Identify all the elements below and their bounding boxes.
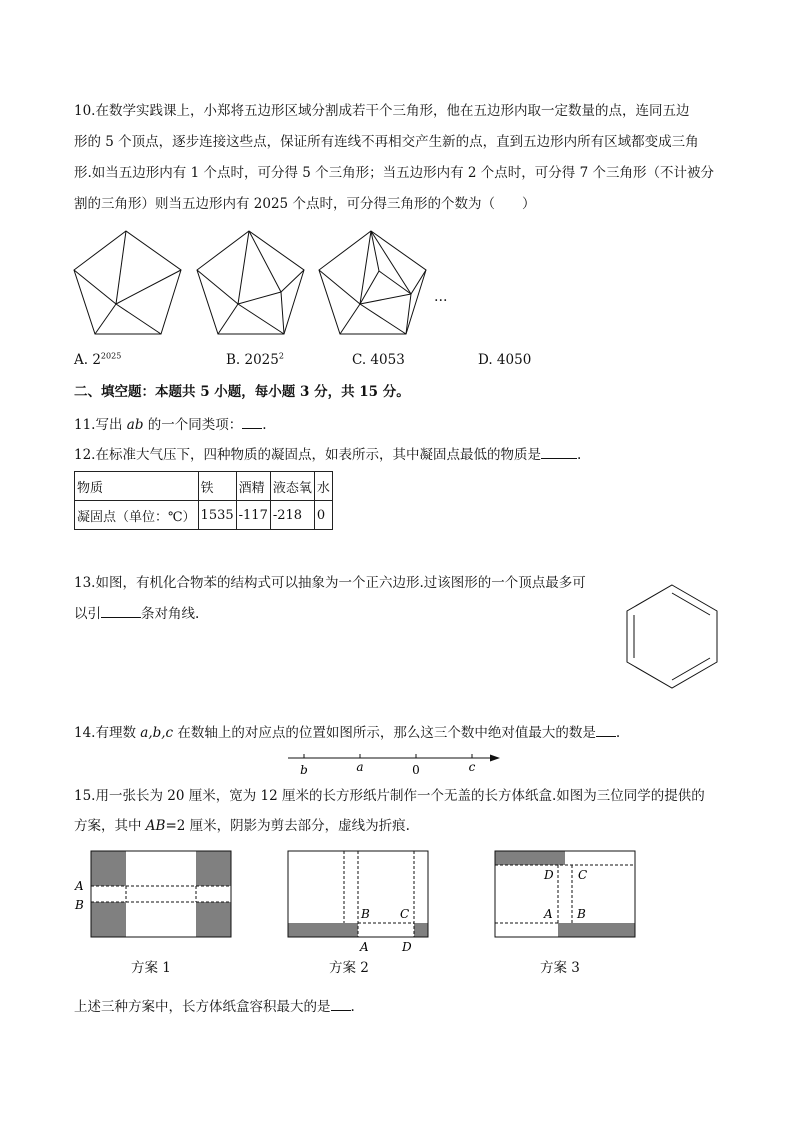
number-line	[286, 750, 506, 780]
plan-1-label-a: A	[75, 879, 84, 893]
q10-line-4: 割的三角形）则当五边形内有 2025 个点时，可分得三角形的个数为（ ）	[74, 196, 536, 212]
freezing-point-table	[74, 471, 333, 530]
option-a-base: A. 2	[74, 352, 101, 368]
q15-question-text: 上述三种方案中，长方体纸盒容积最大的是	[74, 999, 331, 1015]
q11-variable: ab	[126, 417, 144, 433]
q10-option-b	[226, 350, 284, 370]
table-header-cell: 水	[314, 472, 332, 501]
q11-prefix: 11.写出	[74, 417, 127, 433]
plan-1-label-b: B	[75, 898, 84, 912]
plan-3-label-d: D	[544, 868, 554, 882]
q12-text	[74, 444, 581, 465]
q10-line-2: 形的 5 个顶点，逐步连接这些点，保证所有连线不再相交产生新的点，直到五边形内所有区域都变成三角	[74, 134, 699, 150]
q15-variable: AB	[145, 818, 166, 834]
q11-answer-blank	[242, 414, 262, 429]
axis-label-a: a	[356, 760, 364, 774]
table-cell: -117	[236, 501, 270, 530]
plan-3-caption: 方案 3	[540, 960, 580, 976]
q15-line-2	[74, 816, 410, 836]
plan-3-label-b: B	[577, 907, 586, 921]
table-header-cell: 酒精	[236, 472, 270, 501]
q10-option-a	[74, 350, 121, 370]
benzene-hexagon-figure	[622, 582, 722, 690]
q12-body: 12.在标准大气压下，四种物质的凝固点，如表所示，其中凝固点最低的物质是	[74, 447, 541, 463]
plan-2-caption: 方案 2	[329, 960, 369, 976]
section-header: 二、填空题：本题共 5 小题，每小题 3 分，共 15 分。	[74, 384, 410, 400]
q14-answer-blank	[596, 722, 616, 737]
option-a-exponent: 2025	[100, 351, 122, 361]
plan-2-label-b: B	[361, 907, 370, 921]
pentagon-figure-3	[315, 228, 430, 338]
pentagon-figure-2	[193, 228, 308, 338]
q15-suffix: =2 厘米，阴影为剪去部分，虚线为折痕.	[165, 818, 410, 834]
q15-line-1: 15.用一张长为 20 厘米，宽为 12 厘米的长方形纸片制作一个无盖的长方体纸盒.如图为三位同学的提供的	[74, 788, 705, 804]
plan-1-diagram	[72, 848, 237, 943]
plan-3-label-c: C	[578, 868, 588, 882]
pentagon-figure-1	[70, 228, 185, 338]
q15-prefix: 方案，其中	[74, 818, 146, 834]
q14-suffix: 在数轴上的对应点的位置如图所示，那么这三个数中绝对值最大的数是	[173, 725, 596, 741]
plan-3-label-a: A	[544, 907, 553, 921]
table-row	[75, 501, 333, 530]
table-cell: 1535	[198, 501, 236, 530]
q11-suffix: 的一个同类项：	[143, 417, 243, 433]
q11-text	[74, 414, 267, 435]
q15-answer-blank	[331, 996, 351, 1011]
table-cell: 0	[314, 501, 332, 530]
q13-line-1: 13.如图，有机化合物苯的结构式可以抽象为一个正六边形.过该图形的一个顶点最多可	[74, 575, 586, 591]
axis-label-b: b	[300, 763, 308, 777]
plan-1-caption: 方案 1	[131, 960, 171, 976]
q15-question	[74, 996, 355, 1017]
q14-end: .	[615, 725, 621, 741]
q13-prefix: 以引	[74, 606, 101, 622]
q12-end: .	[576, 447, 582, 463]
q15-end: .	[350, 999, 355, 1015]
table-cell: 凝固点（单位：℃）	[75, 501, 199, 530]
table-header-row	[75, 472, 333, 501]
q11-end: .	[262, 417, 267, 433]
q14-text	[74, 722, 620, 743]
table-header-cell: 物质	[75, 472, 199, 501]
q10-line-1: 10.在数学实践课上，小郑将五边形区域分割成若干个三角形，他在五边形内取一定数量的点，连同五边	[74, 103, 690, 119]
q14-prefix: 14.有理数	[74, 725, 141, 741]
option-b-base: B. 2025	[226, 352, 279, 368]
table-header-cell: 液态氧	[270, 472, 314, 501]
q14-variables: a,b,c	[140, 725, 174, 741]
axis-label-zero: 0	[412, 763, 420, 777]
q10-option-d: D. 4050	[478, 352, 532, 368]
option-b-exponent: 2	[278, 351, 284, 361]
axis-label-c: c	[468, 760, 476, 774]
q13-answer-blank	[101, 603, 141, 618]
table-header-cell: 铁	[198, 472, 236, 501]
q13-suffix: 条对角线.	[141, 606, 200, 622]
q10-option-c: C. 4053	[352, 352, 405, 368]
table-cell: -218	[270, 501, 314, 530]
q13-line-2	[74, 603, 199, 624]
plan-2-label-c: C	[400, 907, 410, 921]
plan-2-diagram	[282, 848, 437, 958]
plan-2-label-a: A	[360, 940, 369, 954]
q10-line-3: 形.如当五边形内有 1 个点时，可分得 5 个三角形；当五边形内有 2 个点时，可分得 7 个三角形（不计被分	[74, 165, 714, 181]
q12-answer-blank	[541, 444, 577, 459]
plan-2-label-d: D	[402, 940, 412, 954]
figure-ellipsis: …	[434, 289, 448, 305]
plan-3-diagram	[488, 848, 643, 943]
